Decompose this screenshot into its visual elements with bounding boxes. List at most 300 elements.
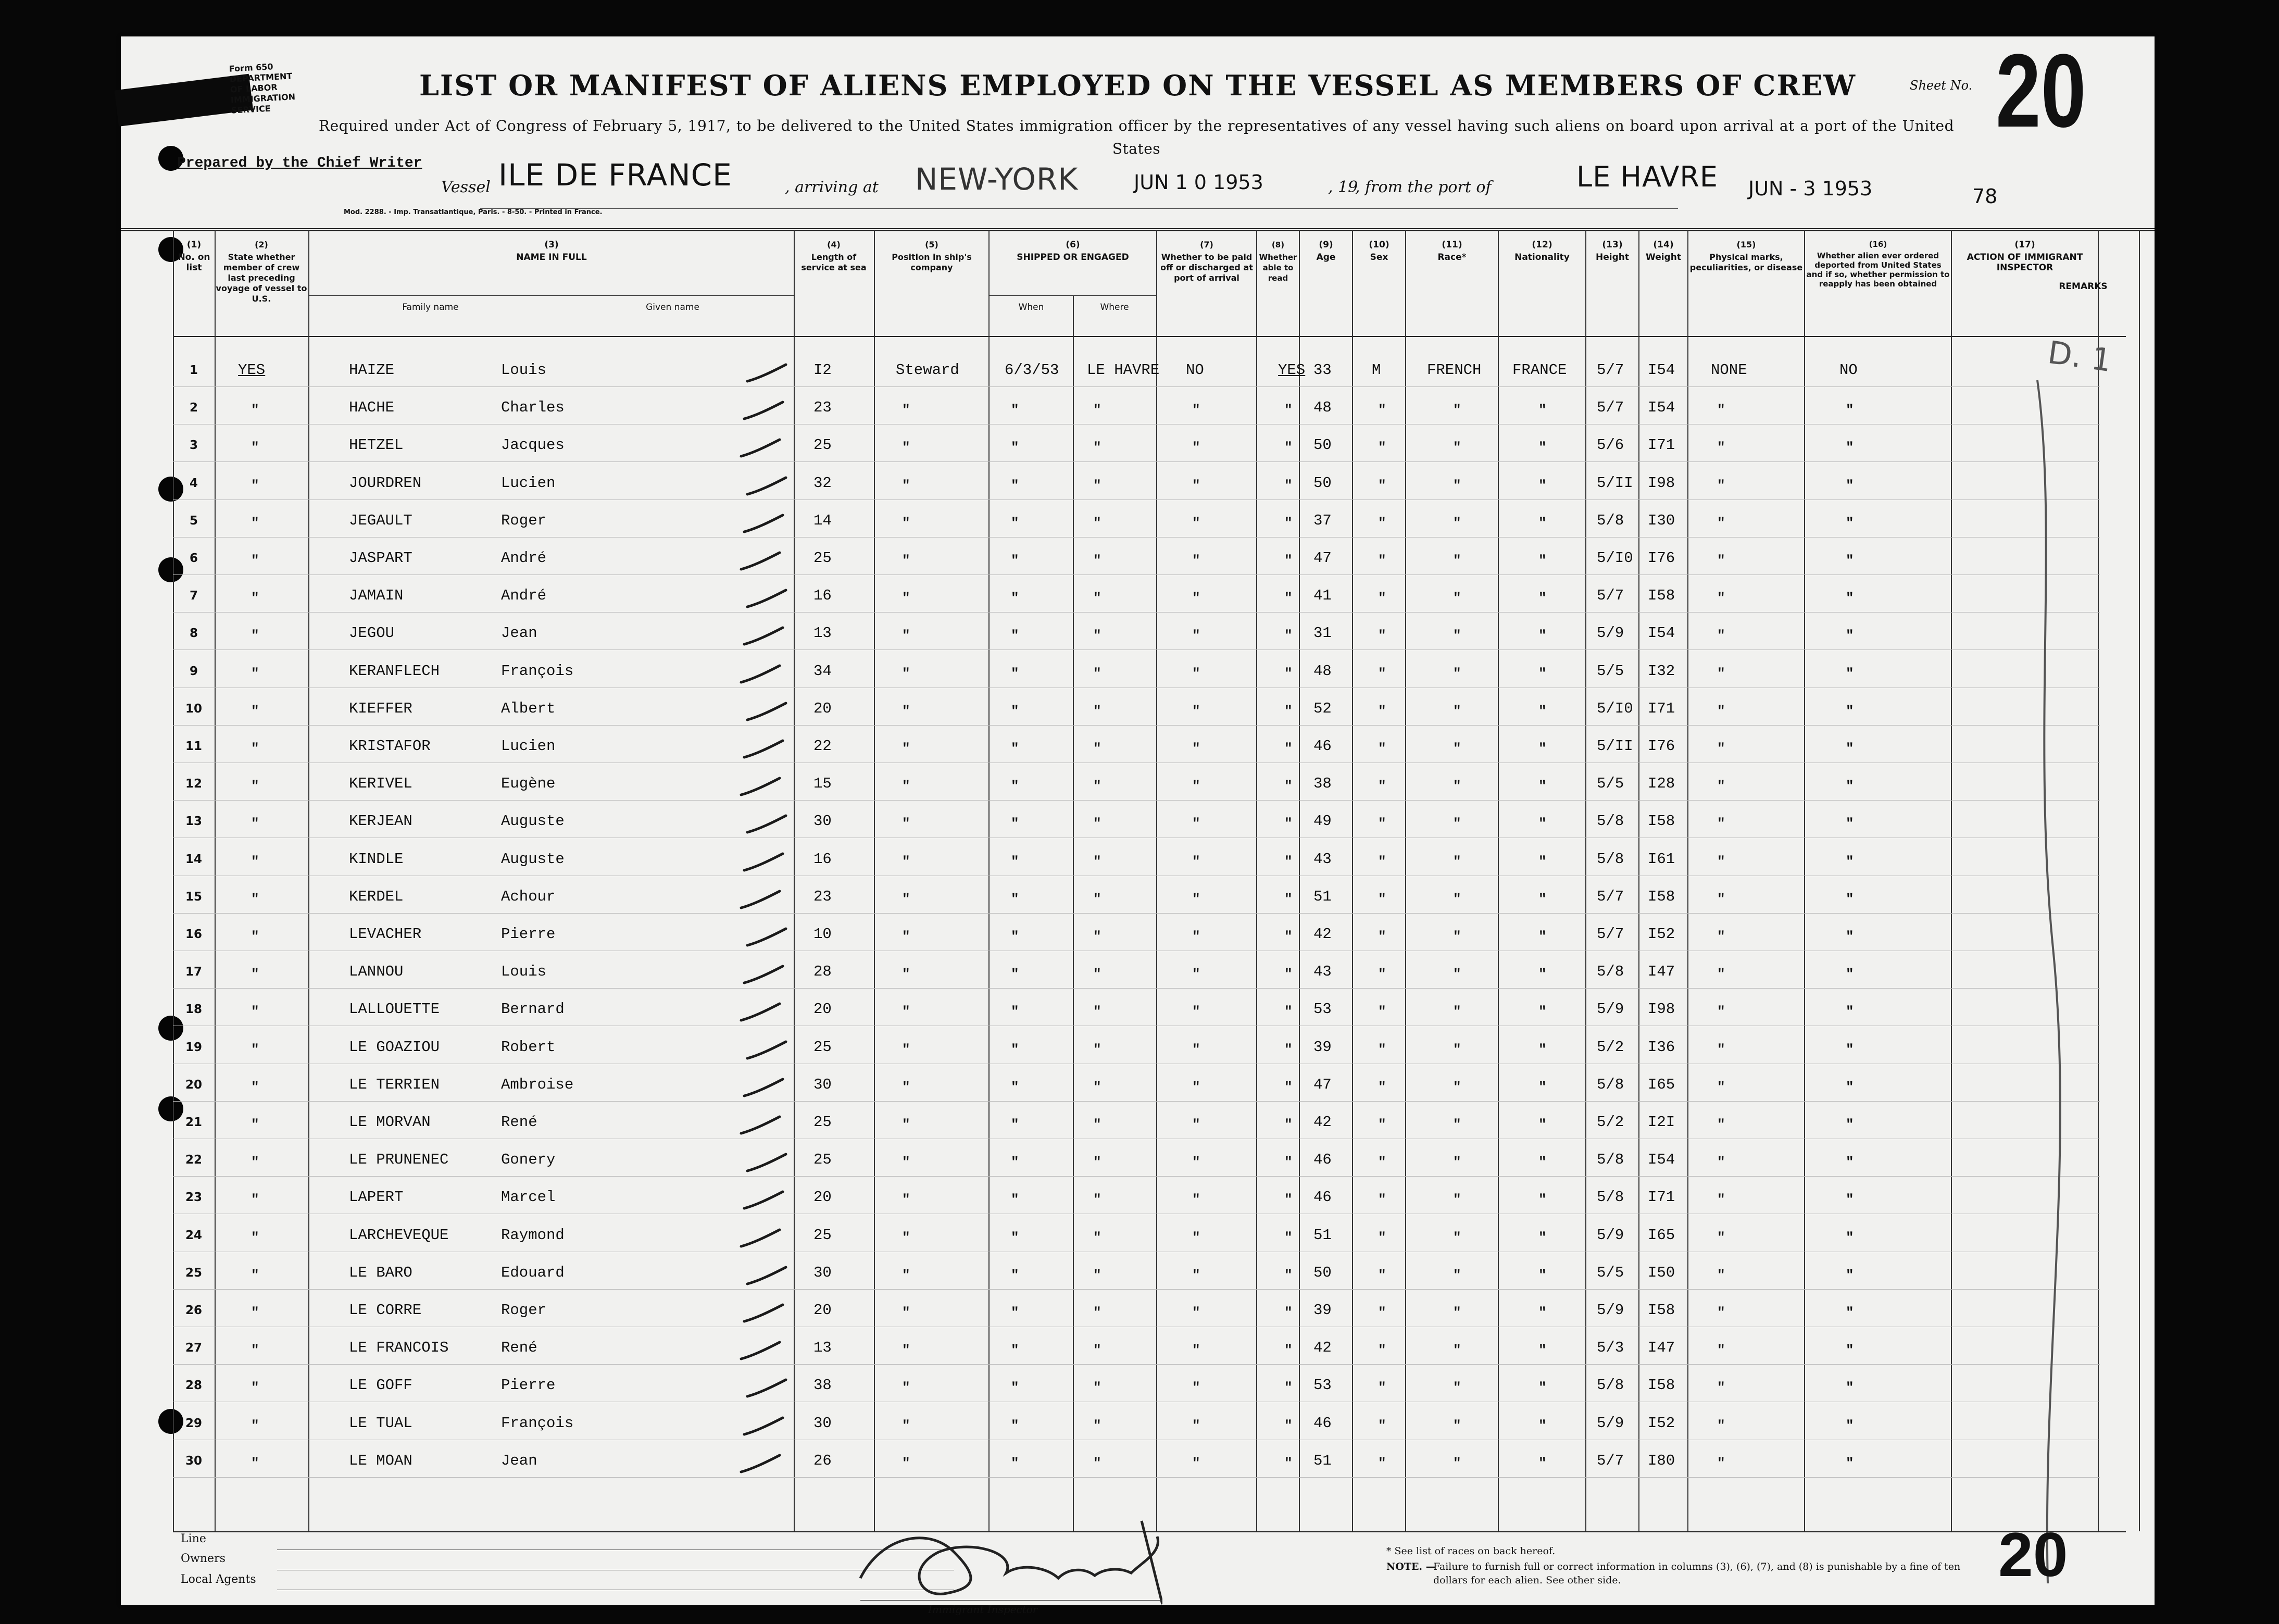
first-row-member: YES xyxy=(238,361,266,379)
ditto-mark-read: " xyxy=(1284,628,1293,644)
age: 46 xyxy=(1313,1414,1332,1432)
age: 39 xyxy=(1313,1038,1332,1056)
first-row-dep: NO xyxy=(1839,361,1858,379)
first-row-paid: NO xyxy=(1186,361,1204,379)
ditto-mark-dep: " xyxy=(1846,1380,1854,1396)
height: 5/8 xyxy=(1597,1189,1624,1206)
ditto-mark-race: " xyxy=(1453,1455,1461,1471)
given-name: Ambroise xyxy=(501,1076,574,1093)
ditto-mark-paid: " xyxy=(1192,1004,1200,1020)
ditto-mark-sex: " xyxy=(1378,1267,1386,1283)
given-name: François xyxy=(501,1414,574,1432)
ditto-mark-race: " xyxy=(1453,553,1461,568)
column-rule xyxy=(1804,230,1805,1531)
age: 50 xyxy=(1313,474,1332,492)
given-name: Albert xyxy=(501,699,556,717)
ditto-mark-sex: " xyxy=(1378,1117,1386,1132)
ditto-mark-race: " xyxy=(1453,1041,1461,1057)
ditto-mark-where: " xyxy=(1093,590,1101,606)
tick-mark-icon xyxy=(740,1414,787,1440)
ditto-mark-race: " xyxy=(1453,440,1461,456)
ditto-mark-where: " xyxy=(1093,1342,1101,1358)
family-name: HETZEL xyxy=(349,436,404,454)
ditto-mark-where: " xyxy=(1093,891,1101,907)
col-header-member: (2) State whether member of crew last preceding voyage of vessel to U.S. xyxy=(216,240,307,304)
tick-mark-icon xyxy=(740,1301,787,1327)
column-rule xyxy=(1352,230,1353,1531)
weight: I76 xyxy=(1648,549,1675,567)
ditto-mark-position: " xyxy=(902,778,910,794)
ditto-mark-where: " xyxy=(1093,778,1101,794)
ditto-mark-nat: " xyxy=(1538,1455,1547,1471)
family-name: LE PRUNENEC xyxy=(349,1151,449,1169)
age: 43 xyxy=(1313,850,1332,868)
ditto-mark-dep: " xyxy=(1846,1079,1854,1095)
col-header-remarks: REMARKS xyxy=(2059,281,2108,292)
column-rule xyxy=(1256,230,1257,1531)
given-name: Lucien xyxy=(501,738,556,755)
given-name: Pierre xyxy=(501,1377,556,1394)
ditto-mark-member: " xyxy=(251,477,259,493)
family-name: LE MOAN xyxy=(349,1452,412,1469)
given-name: Auguste xyxy=(501,850,565,868)
ditto-mark-where: " xyxy=(1093,929,1101,944)
age: 51 xyxy=(1313,1452,1332,1469)
ditto-mark-sex: " xyxy=(1378,665,1386,681)
ditto-mark-marks: " xyxy=(1717,1305,1725,1320)
age: 49 xyxy=(1313,813,1332,830)
ditto-mark-race: " xyxy=(1453,741,1461,756)
form-department: DEPARTMENT OF LABOR xyxy=(229,71,293,95)
ditto-mark-race: " xyxy=(1453,1117,1461,1132)
row-number: 15 xyxy=(185,890,202,904)
ditto-mark-position: " xyxy=(902,628,910,644)
row-number: 28 xyxy=(185,1379,202,1393)
ditto-mark-marks: " xyxy=(1717,1192,1725,1208)
age: 39 xyxy=(1313,1302,1332,1319)
given-name: René xyxy=(501,1114,537,1131)
given-name: Gonery xyxy=(501,1151,556,1169)
ditto-mark-position: " xyxy=(902,741,910,756)
extra-mark: 78 xyxy=(1972,185,1998,208)
weight: I61 xyxy=(1648,850,1675,868)
ditto-mark-member: " xyxy=(251,515,259,531)
ditto-mark-where: " xyxy=(1093,1041,1101,1057)
age: 31 xyxy=(1313,624,1332,642)
sheet-label: Sheet No. xyxy=(1910,78,1973,93)
ditto-mark-when: " xyxy=(1011,1117,1019,1132)
tick-mark-icon xyxy=(737,1226,784,1252)
col-header-read: (8) Whether able to read xyxy=(1259,240,1297,283)
ditto-mark-nat: " xyxy=(1538,853,1547,869)
service-length: 25 xyxy=(813,1151,832,1169)
service-length: 15 xyxy=(813,775,832,793)
tick-mark-icon xyxy=(743,586,790,612)
height: 5/9 xyxy=(1597,1302,1624,1319)
ditto-mark-dep: " xyxy=(1846,1267,1854,1283)
col-header-age: (9) Age xyxy=(1316,240,1336,263)
ditto-mark-sex: " xyxy=(1378,1079,1386,1095)
note-fine: NOTE. — Failure to furnish full or correct information in columns (3), (6), (7), and (8) is punishable by a fine of ten dollars for each alien. See other side. xyxy=(1386,1561,1961,1586)
col-header-race: (11) Race* xyxy=(1437,240,1467,263)
ditto-mark-member: " xyxy=(251,590,259,606)
weight: I47 xyxy=(1648,1339,1675,1357)
ditto-mark-paid: " xyxy=(1192,741,1200,756)
age: 41 xyxy=(1313,587,1332,605)
tick-mark-icon xyxy=(743,925,790,951)
ditto-mark-nat: " xyxy=(1538,590,1547,606)
ditto-mark-position: " xyxy=(902,1041,910,1057)
ditto-mark-dep: " xyxy=(1846,440,1854,456)
ditto-mark-sex: " xyxy=(1378,1004,1386,1020)
family-name: KERIVEL xyxy=(349,775,412,793)
row-number: 5 xyxy=(189,514,198,528)
given-name: François xyxy=(501,662,574,680)
ditto-mark-marks: " xyxy=(1717,929,1725,944)
ditto-mark-position: " xyxy=(902,891,910,907)
ditto-mark-nat: " xyxy=(1538,440,1547,456)
row-number: 21 xyxy=(185,1116,202,1129)
weight: I54 xyxy=(1648,399,1675,417)
ditto-mark-race: " xyxy=(1453,665,1461,681)
first-row-position: Steward xyxy=(896,361,959,379)
row-number: 29 xyxy=(185,1416,202,1430)
row-number: 22 xyxy=(185,1153,202,1167)
table-top-rule-2 xyxy=(121,230,2155,231)
given-name: Achour xyxy=(501,888,556,905)
family-name: JOURDREN xyxy=(349,474,422,492)
ditto-mark-paid: " xyxy=(1192,778,1200,794)
ditto-mark-paid: " xyxy=(1192,1041,1200,1057)
ditto-mark-read: " xyxy=(1284,1417,1293,1433)
ditto-mark-paid: " xyxy=(1192,1154,1200,1170)
height: 5/9 xyxy=(1597,1414,1624,1432)
service-length: 23 xyxy=(813,399,832,417)
given-name: Louis xyxy=(501,963,547,981)
ditto-mark-dep: " xyxy=(1846,853,1854,869)
column-rule xyxy=(794,230,795,1531)
ditto-mark-paid: " xyxy=(1192,590,1200,606)
ditto-mark-read: " xyxy=(1284,891,1293,907)
ditto-mark-read: " xyxy=(1284,703,1293,719)
ditto-mark-marks: " xyxy=(1717,1380,1725,1396)
weight: I32 xyxy=(1648,662,1675,680)
ditto-mark-read: " xyxy=(1284,1380,1293,1396)
ditto-mark-marks: " xyxy=(1717,440,1725,456)
departure-date: JUN - 3 1953 xyxy=(1748,177,1873,200)
ditto-mark-marks: " xyxy=(1717,1041,1725,1057)
column-rule xyxy=(874,230,875,1531)
family-name: KINDLE xyxy=(349,850,404,868)
ditto-mark-paid: " xyxy=(1192,1455,1200,1471)
ditto-mark-dep: " xyxy=(1846,477,1854,493)
ditto-mark-sex: " xyxy=(1378,402,1386,418)
ditto-mark-member: " xyxy=(251,1154,259,1170)
ditto-mark-race: " xyxy=(1453,1004,1461,1020)
ditto-mark-read: " xyxy=(1284,741,1293,756)
ditto-mark-dep: " xyxy=(1846,1342,1854,1358)
service-length: 26 xyxy=(813,1452,832,1469)
ditto-mark-race: " xyxy=(1453,1380,1461,1396)
height: 5/8 xyxy=(1597,1377,1624,1394)
ditto-mark-dep: " xyxy=(1846,1154,1854,1170)
note-races: * See list of races on back hereof. xyxy=(1386,1545,1556,1557)
col-header-deported: (16) Whether alien ever ordered deported from United States and if so, whether permission to reapply has been obtained xyxy=(1806,240,1950,289)
ditto-mark-dep: " xyxy=(1846,929,1854,944)
ditto-mark-position: " xyxy=(902,1004,910,1020)
ditto-mark-nat: " xyxy=(1538,1154,1547,1170)
age: 46 xyxy=(1313,1189,1332,1206)
ditto-mark-marks: " xyxy=(1717,966,1725,982)
tick-mark-icon xyxy=(740,398,787,424)
family-name: LE FRANCOIS xyxy=(349,1339,449,1357)
family-name: LE MORVAN xyxy=(349,1114,431,1131)
ditto-mark-sex: " xyxy=(1378,1417,1386,1433)
ditto-mark-paid: " xyxy=(1192,1229,1200,1245)
ditto-mark-when: " xyxy=(1011,1380,1019,1396)
age: 46 xyxy=(1313,738,1332,755)
ditto-mark-position: " xyxy=(902,1305,910,1320)
height: 5/5 xyxy=(1597,1264,1624,1281)
ditto-mark-nat: " xyxy=(1538,891,1547,907)
height: 5/I0 xyxy=(1597,699,1633,717)
ditto-mark-paid: " xyxy=(1192,553,1200,568)
col-header-no: (1) No. on list xyxy=(178,240,210,273)
tick-mark-icon xyxy=(743,1376,790,1402)
row-number: 9 xyxy=(189,664,198,678)
ditto-mark-member: " xyxy=(251,1342,259,1358)
ditto-mark-dep: " xyxy=(1846,891,1854,907)
year-label: , 19 xyxy=(1328,178,1358,196)
ditto-mark-race: " xyxy=(1453,515,1461,531)
family-name: HACHE xyxy=(349,399,395,417)
weight: I65 xyxy=(1648,1226,1675,1244)
first-row-marks: NONE xyxy=(1711,361,1747,379)
age: 48 xyxy=(1313,662,1332,680)
ditto-mark-marks: " xyxy=(1717,665,1725,681)
ditto-mark-position: " xyxy=(902,1417,910,1433)
family-name: KERJEAN xyxy=(349,813,412,830)
ditto-mark-member: " xyxy=(251,1079,259,1095)
ditto-mark-position: " xyxy=(902,1229,910,1245)
ditto-mark-nat: " xyxy=(1538,1041,1547,1057)
ditto-mark-position: " xyxy=(902,1342,910,1358)
service-length: 20 xyxy=(813,699,832,717)
column-rule xyxy=(1638,230,1639,1531)
ditto-mark-sex: " xyxy=(1378,1192,1386,1208)
ditto-mark-member: " xyxy=(251,1455,259,1471)
weight: I28 xyxy=(1648,775,1675,793)
ditto-mark-race: " xyxy=(1453,402,1461,418)
ditto-mark-when: " xyxy=(1011,1229,1019,1245)
ditto-mark-position: " xyxy=(902,1192,910,1208)
family-name: LAPERT xyxy=(349,1189,404,1206)
ditto-mark-sex: " xyxy=(1378,816,1386,832)
ditto-mark-paid: " xyxy=(1192,853,1200,869)
tick-mark-icon xyxy=(737,887,784,913)
height: 5/2 xyxy=(1597,1038,1624,1056)
ditto-mark-paid: " xyxy=(1192,1342,1200,1358)
ditto-mark-marks: " xyxy=(1717,590,1725,606)
family-name: JEGAULT xyxy=(349,511,412,529)
ditto-mark-position: " xyxy=(902,440,910,456)
ditto-mark-position: " xyxy=(902,1079,910,1095)
weight: I98 xyxy=(1648,1001,1675,1018)
family-name: HAIZE xyxy=(349,361,395,379)
ditto-mark-race: " xyxy=(1453,1267,1461,1283)
ditto-mark-paid: " xyxy=(1192,628,1200,644)
first-row-nat: FRANCE xyxy=(1512,361,1567,379)
family-name: LE CORRE xyxy=(349,1302,422,1319)
weight: I76 xyxy=(1648,738,1675,755)
col-header-position: (5) Position in ship's company xyxy=(892,240,972,272)
height: 5/8 xyxy=(1597,813,1624,830)
ditto-mark-where: " xyxy=(1093,665,1101,681)
col-header-marks: (15) Physical marks, peculiarities, or disease xyxy=(1689,240,1803,272)
punch-hole xyxy=(158,1016,183,1041)
col-header-height: (13) Height xyxy=(1596,240,1629,263)
service-length: 13 xyxy=(813,624,832,642)
row-number: 8 xyxy=(189,627,198,641)
column-rule xyxy=(173,230,174,1531)
ditto-mark-member: " xyxy=(251,853,259,869)
ditto-mark-dep: " xyxy=(1846,402,1854,418)
ditto-mark-nat: " xyxy=(1538,1004,1547,1020)
ditto-mark-where: " xyxy=(1093,1154,1101,1170)
row-number: 19 xyxy=(185,1040,202,1054)
remarks-mark: D. 1 xyxy=(2045,334,2114,380)
given-name: Raymond xyxy=(501,1226,565,1244)
vessel-name: ILE DE FRANCE xyxy=(498,157,732,193)
height: 5/9 xyxy=(1597,1226,1624,1244)
ditto-mark-when: " xyxy=(1011,853,1019,869)
ditto-mark-read: " xyxy=(1284,1455,1293,1471)
weight: I52 xyxy=(1648,926,1675,943)
weight: I65 xyxy=(1648,1076,1675,1093)
service-length: 14 xyxy=(813,511,832,529)
age: 42 xyxy=(1313,1114,1332,1131)
row-number: 23 xyxy=(185,1191,202,1205)
tick-mark-icon xyxy=(737,1451,784,1477)
column-rule xyxy=(215,230,216,1531)
ditto-mark-dep: " xyxy=(1846,1041,1854,1057)
ditto-mark-when: " xyxy=(1011,1004,1019,1020)
service-length: 30 xyxy=(813,1414,832,1432)
ditto-mark-where: " xyxy=(1093,440,1101,456)
required-under-text: Required under Act of Congress of February 5, 1917, to be delivered to the United States immigration officer by the representatives of any vessel having such aliens on board upon arrival at a port of the United States xyxy=(319,117,1954,157)
vessel-label: Vessel xyxy=(441,178,491,196)
service-length: 16 xyxy=(813,850,832,868)
given-name: Marcel xyxy=(501,1189,556,1206)
ditto-mark-member: " xyxy=(251,703,259,719)
tick-mark-icon xyxy=(737,661,784,688)
height: 5/6 xyxy=(1597,436,1624,454)
service-length: 20 xyxy=(813,1189,832,1206)
age: 43 xyxy=(1313,963,1332,981)
ditto-mark-sex: " xyxy=(1378,929,1386,944)
family-name: KERDEL xyxy=(349,888,404,905)
ditto-mark-when: " xyxy=(1011,1417,1019,1433)
from-port: LE HAVRE xyxy=(1576,160,1719,193)
ditto-mark-marks: " xyxy=(1717,1117,1725,1132)
ditto-mark-sex: " xyxy=(1378,1342,1386,1358)
given-name: André xyxy=(501,587,547,605)
service-length: 30 xyxy=(813,1264,832,1281)
ditto-mark-read: " xyxy=(1284,553,1293,568)
given-name: André xyxy=(501,549,547,567)
row-number: 27 xyxy=(185,1341,202,1355)
ditto-mark-position: " xyxy=(902,590,910,606)
ditto-mark-where: " xyxy=(1093,741,1101,756)
ditto-mark-sex: " xyxy=(1378,1229,1386,1245)
col-header-nationality: (12) Nationality xyxy=(1514,240,1570,263)
ditto-mark-race: " xyxy=(1453,628,1461,644)
ditto-mark-read: " xyxy=(1284,853,1293,869)
ditto-mark-when: " xyxy=(1011,1154,1019,1170)
service-length: 25 xyxy=(813,549,832,567)
header-bottom-rule xyxy=(173,336,2126,337)
agents-label: Local Agents xyxy=(181,1573,256,1586)
ditto-mark-sex: " xyxy=(1378,515,1386,531)
ditto-mark-when: " xyxy=(1011,402,1019,418)
ditto-mark-dep: " xyxy=(1846,966,1854,982)
ditto-mark-member: " xyxy=(251,741,259,756)
ditto-mark-marks: " xyxy=(1717,1342,1725,1358)
age: 52 xyxy=(1313,699,1332,717)
ditto-mark-read: " xyxy=(1284,1041,1293,1057)
ditto-mark-where: " xyxy=(1093,1117,1101,1132)
ditto-mark-read: " xyxy=(1284,929,1293,944)
tick-mark-icon xyxy=(743,811,790,838)
ditto-mark-paid: " xyxy=(1192,1079,1200,1095)
tick-mark-icon xyxy=(737,1000,784,1026)
row-number: 11 xyxy=(185,740,202,753)
ditto-mark-when: " xyxy=(1011,1079,1019,1095)
ditto-mark-marks: " xyxy=(1717,1079,1725,1095)
document-title: LIST OR MANIFEST OF ALIENS EMPLOYED ON THE VESSEL AS MEMBERS OF CREW xyxy=(419,69,1857,102)
family-name: LE GOFF xyxy=(349,1377,412,1394)
row-number: 30 xyxy=(185,1454,202,1468)
column-rule xyxy=(1585,230,1586,1531)
tick-mark-icon xyxy=(737,548,784,574)
ditto-mark-where: " xyxy=(1093,1192,1101,1208)
given-name: Roger xyxy=(501,1302,547,1319)
ditto-mark-read: " xyxy=(1284,1004,1293,1020)
family-name: KRISTAFOR xyxy=(349,738,431,755)
ditto-mark-nat: " xyxy=(1538,741,1547,756)
arriving-label: , arriving at xyxy=(785,178,879,196)
ditto-mark-nat: " xyxy=(1538,703,1547,719)
service-length: 25 xyxy=(813,1038,832,1056)
age: 51 xyxy=(1313,1226,1332,1244)
tick-mark-icon xyxy=(743,699,790,725)
ditto-mark-sex: " xyxy=(1378,1305,1386,1320)
ditto-mark-race: " xyxy=(1453,1305,1461,1320)
manifest-sheet xyxy=(121,33,2155,1616)
ditto-mark-nat: " xyxy=(1538,1192,1547,1208)
service-length: I2 xyxy=(813,361,832,379)
given-name: Roger xyxy=(501,511,547,529)
ditto-mark-member: " xyxy=(251,628,259,644)
ditto-mark-member: " xyxy=(251,1417,259,1433)
ditto-mark-dep: " xyxy=(1846,1117,1854,1132)
ditto-mark-member: " xyxy=(251,1117,259,1132)
ditto-mark-member: " xyxy=(251,778,259,794)
family-name: LEVACHER xyxy=(349,926,422,943)
ditto-mark-read: " xyxy=(1284,590,1293,606)
ditto-mark-sex: " xyxy=(1378,1041,1386,1057)
ditto-mark-when: " xyxy=(1011,515,1019,531)
